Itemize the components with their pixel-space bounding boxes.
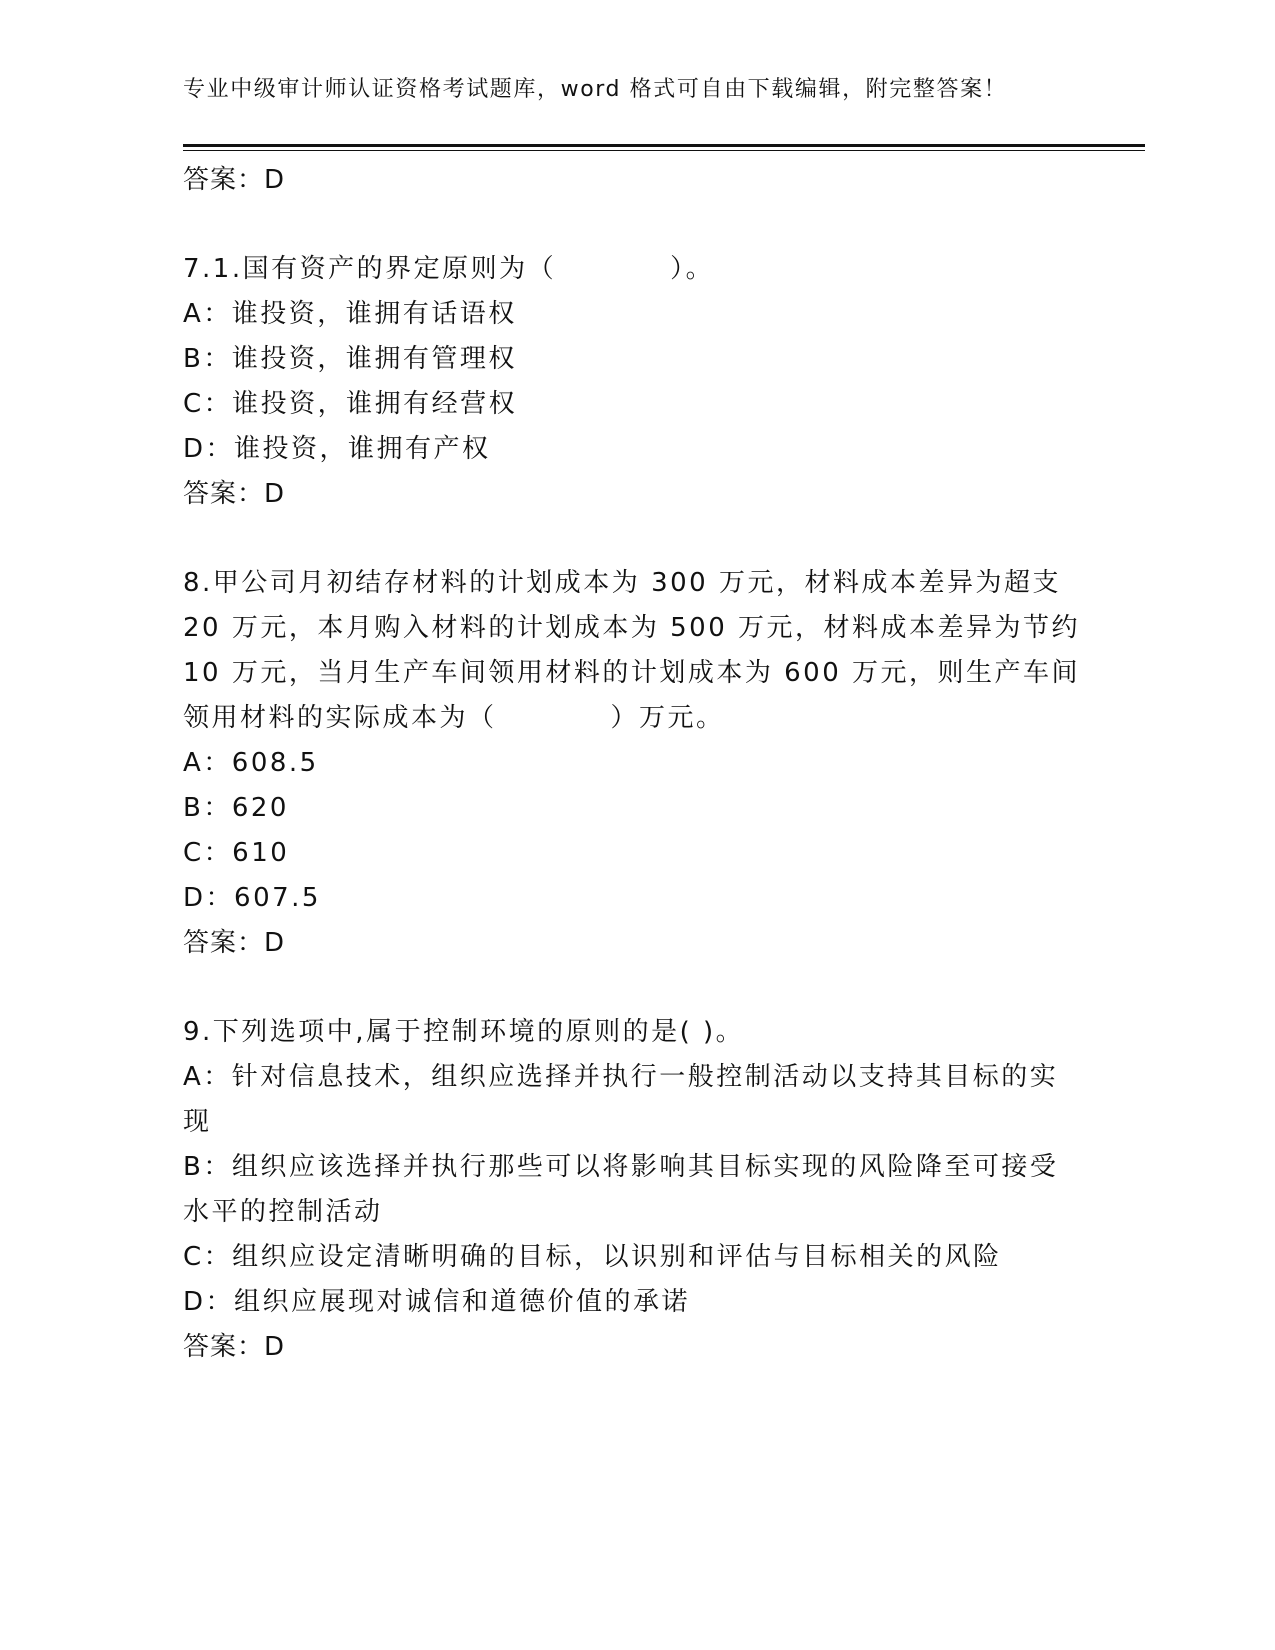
option-a: A：608.5 [183, 748, 319, 778]
question-block-7 [183, 247, 1083, 517]
option-d: D：组织应展现对诚信和道德价值的承诺 [183, 1287, 691, 1317]
option-b: B：620 [183, 793, 289, 823]
question-text: 领用材料的实际成本为（ ）万元。 [183, 703, 725, 733]
question-text: 9.下列选项中,属于控制环境的原则的是( )。 [183, 1017, 745, 1047]
answer-line: 答案：D [183, 1332, 286, 1362]
spacer [183, 517, 1083, 561]
page-header: 专业中级审计师认证资格考试题库，word 格式可自由下载编辑，附完整答案！ [183, 77, 1008, 102]
question-text: 20 万元，本月购入材料的计划成本为 500 万元，材料成本差异为节约 [183, 613, 1081, 643]
question-text: 7.1.国有资产的界定原则为（ ）。 [183, 254, 715, 284]
question-text: 8.甲公司月初结存材料的计划成本为 300 万元，材料成本差异为超支 [183, 568, 1061, 598]
option-c: C：谁投资，谁拥有经营权 [183, 389, 518, 419]
option-b: B：组织应该选择并执行那些可以将影响其目标实现的风险降至可接受 [183, 1152, 1059, 1182]
header-rule-thin [183, 150, 1145, 151]
option-c: C：组织应设定清晰明确的目标，以识别和评估与目标相关的风险 [183, 1242, 1002, 1272]
option-a: A：针对信息技术，组织应选择并执行一般控制活动以支持其目标的实 [183, 1062, 1059, 1092]
option-d: D：607.5 [183, 883, 321, 913]
answer-line: 答案：D [183, 928, 286, 958]
question-text: 10 万元，当月生产车间领用材料的计划成本为 600 万元，则生产车间 [183, 658, 1081, 688]
question-block-8 [183, 561, 1083, 966]
option-c: C：610 [183, 838, 290, 868]
option-d: D：谁投资，谁拥有产权 [183, 434, 491, 464]
answer-line: 答案：D [183, 479, 286, 509]
question-content [183, 158, 1083, 1370]
spacer [183, 203, 1083, 247]
option-b-continued: 水平的控制活动 [183, 1197, 383, 1227]
option-b: B：谁投资，谁拥有管理权 [183, 344, 517, 374]
answer-line: 答案：D [183, 165, 286, 195]
spacer [183, 966, 1083, 1010]
header-rule-thick [183, 144, 1145, 147]
option-a: A：谁投资，谁拥有话语权 [183, 299, 517, 329]
question-block-9 [183, 1010, 1083, 1370]
option-a-continued: 现 [183, 1107, 212, 1137]
